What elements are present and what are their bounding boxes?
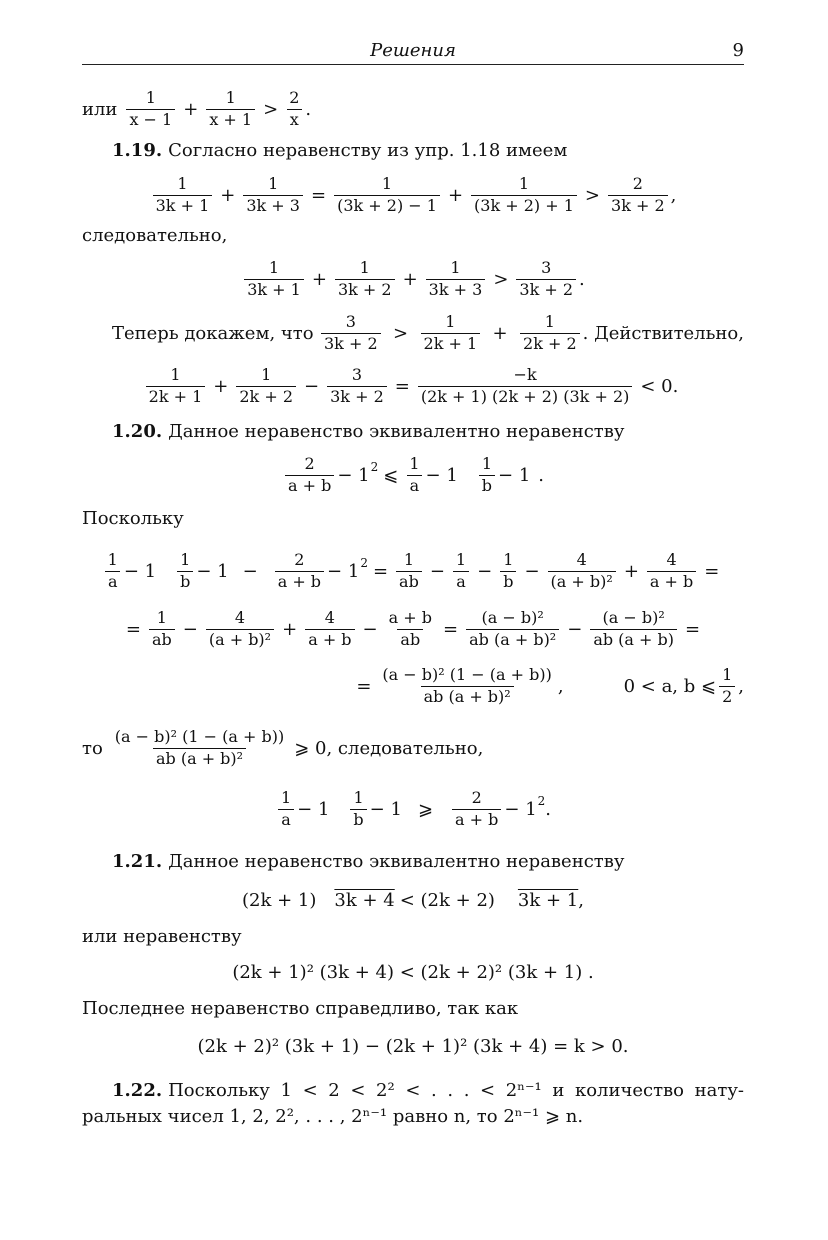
denominator: 3k + 2 bbox=[321, 333, 381, 353]
denominator: b bbox=[177, 571, 193, 591]
punct: . bbox=[545, 798, 552, 820]
term: − 1 bbox=[337, 464, 370, 486]
operator: + bbox=[447, 184, 464, 206]
fraction bbox=[146, 364, 206, 406]
fraction bbox=[453, 549, 469, 591]
paragraph-text: следовательно, bbox=[82, 225, 228, 246]
fraction bbox=[153, 173, 213, 215]
fraction bbox=[275, 549, 324, 591]
punct: , bbox=[738, 675, 744, 697]
numerator: 2 bbox=[632, 173, 643, 193]
denominator: 3k + 3 bbox=[426, 279, 486, 299]
numerator: 4 bbox=[324, 607, 335, 627]
fraction bbox=[112, 726, 287, 768]
numerator: 1 bbox=[455, 549, 467, 569]
numerator: 1 bbox=[381, 173, 393, 193]
numerator: 1 bbox=[107, 549, 118, 569]
term: (2k + 1) bbox=[242, 889, 317, 911]
numerator: 1 bbox=[156, 607, 167, 627]
denominator: ab bbox=[396, 571, 422, 591]
denominator: a bbox=[278, 809, 294, 829]
denominator: a bbox=[453, 571, 469, 591]
denominator: ab (a + b)² bbox=[421, 686, 514, 706]
numerator: 1 bbox=[518, 173, 530, 193]
text: или bbox=[82, 98, 118, 120]
denominator: 3k + 3 bbox=[243, 195, 303, 215]
denominator: (3k + 2) + 1 bbox=[471, 195, 577, 215]
fraction bbox=[406, 453, 422, 495]
term: − 1 bbox=[425, 464, 458, 486]
denominator: a + b bbox=[647, 571, 696, 591]
paragraph-text: то bbox=[82, 737, 103, 759]
denominator: a + b bbox=[305, 629, 354, 649]
paragraph-text: Последнее неравенство справедливо, так как bbox=[82, 998, 519, 1019]
operator: − bbox=[242, 560, 258, 582]
punct: . bbox=[579, 268, 585, 290]
punct: , bbox=[670, 184, 677, 206]
numerator: −k bbox=[513, 364, 537, 384]
equation-1-20-line1 bbox=[82, 545, 744, 597]
operator: − bbox=[567, 618, 583, 640]
section-1-22-line2: ральных чисел 1, 2, 2², . . . , 2ⁿ⁻¹ равно n, то 2ⁿ⁻¹ ⩾ n. bbox=[82, 1106, 584, 1127]
numerator: 1 bbox=[268, 173, 279, 193]
operator: > bbox=[493, 268, 509, 290]
denominator: (a + b)² bbox=[548, 571, 616, 591]
fraction bbox=[126, 87, 175, 129]
numerator: 1 bbox=[177, 173, 188, 193]
numerator: a + b bbox=[388, 607, 432, 627]
operator: − bbox=[477, 560, 493, 582]
denominator: (2k + 1) (2k + 2) (3k + 2) bbox=[418, 386, 633, 406]
fraction bbox=[471, 173, 577, 215]
denominator: 2k + 1 bbox=[421, 333, 481, 353]
paragraph-text: Данное неравенство эквивалентно неравенству bbox=[168, 421, 625, 442]
denominator: (3k + 2) − 1 bbox=[334, 195, 440, 215]
fraction bbox=[321, 311, 381, 353]
denominator: ab (a + b) bbox=[590, 629, 677, 649]
denominator: 2 bbox=[719, 686, 735, 706]
sentence-now-prove bbox=[112, 310, 744, 356]
operator: + bbox=[623, 560, 639, 582]
denominator: x − 1 bbox=[126, 109, 175, 129]
fraction bbox=[479, 453, 495, 495]
fraction bbox=[590, 607, 677, 649]
numerator: 2 bbox=[304, 453, 315, 473]
fraction bbox=[244, 257, 304, 299]
denominator: (a + b)² bbox=[206, 629, 274, 649]
fraction bbox=[386, 607, 435, 649]
operator: − bbox=[362, 618, 378, 640]
fraction bbox=[177, 549, 193, 591]
fraction bbox=[500, 549, 516, 591]
fraction bbox=[608, 173, 668, 215]
fraction bbox=[548, 549, 616, 591]
paragraph-text: Согласно неравенству из упр. 1.18 имеем bbox=[168, 140, 568, 161]
operator: ⩾ bbox=[417, 798, 434, 820]
numerator: 3 bbox=[345, 311, 356, 331]
operator: > bbox=[584, 184, 601, 206]
term: − 1 bbox=[498, 464, 531, 486]
operator: < (2k + 2) bbox=[399, 889, 495, 911]
fraction bbox=[396, 549, 422, 591]
denominator: b bbox=[479, 475, 495, 495]
fraction bbox=[334, 173, 440, 215]
denominator: ab (a + b)² bbox=[153, 748, 246, 768]
equation-text: (2k + 2)² (3k + 1) − (2k + 1)² (3k + 4) = k > 0. bbox=[197, 1035, 629, 1057]
fraction bbox=[278, 787, 294, 829]
fraction bbox=[206, 87, 255, 129]
top-inequality bbox=[82, 86, 744, 132]
numerator: 1 bbox=[450, 257, 461, 277]
equation-text: (2k + 1)² (3k + 4) < (2k + 2)² (3k + 1) . bbox=[232, 961, 594, 983]
denominator: ab bbox=[397, 629, 423, 649]
numerator: 4 bbox=[576, 549, 587, 569]
equation-1-21-c bbox=[82, 1031, 744, 1061]
fraction bbox=[647, 549, 696, 591]
denominator: a bbox=[105, 571, 121, 591]
numerator: 1 bbox=[353, 787, 364, 807]
page-number: 9 bbox=[732, 40, 744, 61]
exercise-number: 1.20. bbox=[112, 421, 163, 442]
paragraph-text: . Действительно, bbox=[582, 322, 744, 344]
denominator: 2k + 1 bbox=[146, 386, 206, 406]
denominator: 3k + 1 bbox=[153, 195, 213, 215]
operator: + bbox=[282, 618, 298, 640]
punct: . bbox=[305, 98, 312, 120]
fraction bbox=[452, 787, 501, 829]
denominator: x + 1 bbox=[206, 109, 255, 129]
operator: = bbox=[394, 375, 410, 397]
operator: − bbox=[524, 560, 540, 582]
equation-1-20-line3 bbox=[82, 660, 744, 712]
paragraph-text: Данное неравенство эквивалентно неравенству bbox=[168, 851, 625, 872]
operator: = bbox=[310, 184, 327, 206]
numerator: 1 bbox=[409, 453, 420, 473]
denominator: 2k + 2 bbox=[236, 386, 296, 406]
fraction bbox=[516, 257, 576, 299]
numerator: 2 bbox=[471, 787, 482, 807]
running-header bbox=[82, 40, 744, 65]
operator: = bbox=[372, 560, 389, 582]
radicand: 3k + 1 bbox=[517, 889, 579, 911]
fraction bbox=[719, 664, 735, 706]
fraction bbox=[418, 364, 633, 406]
numerator: 1 bbox=[170, 364, 181, 384]
numerator: 1 bbox=[145, 87, 156, 107]
paragraph-text: Поскольку 1 < 2 < 2² < . . . < 2ⁿ⁻¹ и количество нату- bbox=[168, 1080, 744, 1101]
exponent: 2 bbox=[370, 460, 379, 474]
term: − 1 bbox=[369, 798, 402, 820]
section-1-19-heading bbox=[112, 142, 567, 160]
operator: + bbox=[220, 184, 236, 206]
header-title: Решения bbox=[370, 40, 456, 61]
numerator: 1 bbox=[268, 257, 280, 277]
operator: = bbox=[704, 560, 720, 582]
term: − 1 bbox=[196, 560, 229, 582]
operator: + bbox=[213, 375, 229, 397]
equation-1-19-a bbox=[82, 172, 744, 218]
fraction bbox=[335, 257, 395, 299]
term: − 1 bbox=[504, 798, 537, 820]
denominator: ab bbox=[149, 629, 175, 649]
numerator: (a − b)² (1 − (a + b)) bbox=[114, 726, 285, 746]
fraction bbox=[305, 607, 354, 649]
denominator: 3k + 2 bbox=[516, 279, 576, 299]
numerator: 1 bbox=[180, 549, 191, 569]
punct: , bbox=[578, 889, 584, 911]
operator: + bbox=[402, 268, 418, 290]
denominator: 3k + 1 bbox=[244, 279, 304, 299]
numerator: 3 bbox=[351, 364, 363, 384]
numerator: 1 bbox=[722, 664, 733, 684]
denominator: x bbox=[287, 109, 302, 129]
condition: 0 < a, b ⩽ bbox=[623, 675, 717, 697]
exercise-number: 1.21. bbox=[112, 851, 163, 872]
equation-1-19-c bbox=[82, 362, 744, 410]
denominator: a + b bbox=[285, 475, 334, 495]
operator: = bbox=[443, 618, 459, 640]
paragraph-text: или неравенству bbox=[82, 926, 242, 947]
fraction bbox=[327, 364, 387, 406]
operator: − bbox=[304, 375, 320, 397]
denominator: a bbox=[407, 475, 423, 495]
numerator: 1 bbox=[359, 257, 370, 277]
denominator: ab (a + b)² bbox=[466, 629, 559, 649]
exponent: 2 bbox=[360, 556, 368, 570]
fraction bbox=[379, 664, 554, 706]
fraction bbox=[426, 257, 486, 299]
operator: ⩽ bbox=[383, 464, 399, 486]
numerator: 1 bbox=[225, 87, 236, 107]
equation-1-21-a bbox=[82, 885, 744, 915]
operator: − bbox=[182, 618, 198, 640]
numerator: 2 bbox=[289, 87, 300, 107]
fraction bbox=[421, 311, 481, 353]
denominator: 3k + 2 bbox=[335, 279, 395, 299]
numerator: 1 bbox=[503, 549, 514, 569]
denominator: 3k + 2 bbox=[608, 195, 668, 215]
fraction bbox=[466, 607, 559, 649]
operator: − bbox=[429, 560, 445, 582]
equation-1-20-b bbox=[82, 785, 744, 833]
sentence-then bbox=[82, 722, 744, 774]
denominator: b bbox=[350, 809, 366, 829]
operator: + bbox=[492, 322, 508, 344]
numerator: (a − b)² bbox=[481, 607, 544, 627]
radicand: 3k + 4 bbox=[334, 889, 395, 911]
exercise-number: 1.19. bbox=[112, 140, 163, 161]
punct: . bbox=[538, 464, 545, 486]
exercise-number: 1.22. bbox=[112, 1080, 163, 1101]
paragraph-text: Теперь докажем, что bbox=[112, 322, 314, 344]
fraction bbox=[243, 173, 303, 215]
numerator: 1 bbox=[544, 311, 555, 331]
equation-1-21-b bbox=[82, 957, 744, 987]
section-1-22-line1 bbox=[112, 1082, 744, 1100]
operator: + bbox=[311, 268, 327, 290]
fraction bbox=[520, 311, 580, 353]
operator: = bbox=[125, 618, 141, 640]
section-1-20-heading bbox=[112, 423, 624, 441]
equation-1-19-b bbox=[82, 256, 744, 302]
operator: > bbox=[393, 322, 409, 344]
equation-1-20-a bbox=[82, 452, 744, 498]
fraction bbox=[286, 87, 302, 129]
operator: + bbox=[183, 98, 199, 120]
term: − 1 bbox=[123, 560, 157, 582]
numerator: 1 bbox=[445, 311, 456, 331]
operator: > bbox=[263, 98, 279, 120]
denominator: a + b bbox=[452, 809, 501, 829]
denominator: a + b bbox=[275, 571, 324, 591]
fraction bbox=[350, 787, 366, 829]
fraction bbox=[149, 607, 175, 649]
numerator: 4 bbox=[234, 607, 246, 627]
numerator: 1 bbox=[481, 453, 492, 473]
fraction bbox=[236, 364, 296, 406]
fraction bbox=[285, 453, 334, 495]
numerator: (a − b)² bbox=[602, 607, 665, 627]
operator: = bbox=[685, 618, 701, 640]
numerator: 1 bbox=[261, 364, 272, 384]
fraction bbox=[206, 607, 274, 649]
section-1-21-heading bbox=[112, 853, 624, 871]
term: − 1 bbox=[297, 798, 330, 820]
operator: = bbox=[356, 675, 372, 697]
numerator: 2 bbox=[294, 549, 305, 569]
paragraph-text: Поскольку bbox=[82, 508, 184, 529]
numerator: 4 bbox=[666, 549, 677, 569]
numerator: 1 bbox=[403, 549, 415, 569]
paragraph-text: ⩾ 0, следовательно, bbox=[294, 737, 484, 759]
operator: < 0. bbox=[640, 375, 679, 397]
exponent: 2 bbox=[537, 794, 546, 808]
equation-1-20-line2 bbox=[82, 603, 744, 655]
fraction bbox=[105, 549, 121, 591]
denominator: 3k + 2 bbox=[327, 386, 387, 406]
numerator: (a − b)² (1 − (a + b)) bbox=[382, 664, 552, 684]
numerator: 1 bbox=[280, 787, 292, 807]
numerator: 3 bbox=[541, 257, 552, 277]
punct: , bbox=[557, 675, 564, 697]
denominator: b bbox=[500, 571, 516, 591]
denominator: 2k + 2 bbox=[520, 333, 580, 353]
term: − 1 bbox=[327, 560, 360, 582]
